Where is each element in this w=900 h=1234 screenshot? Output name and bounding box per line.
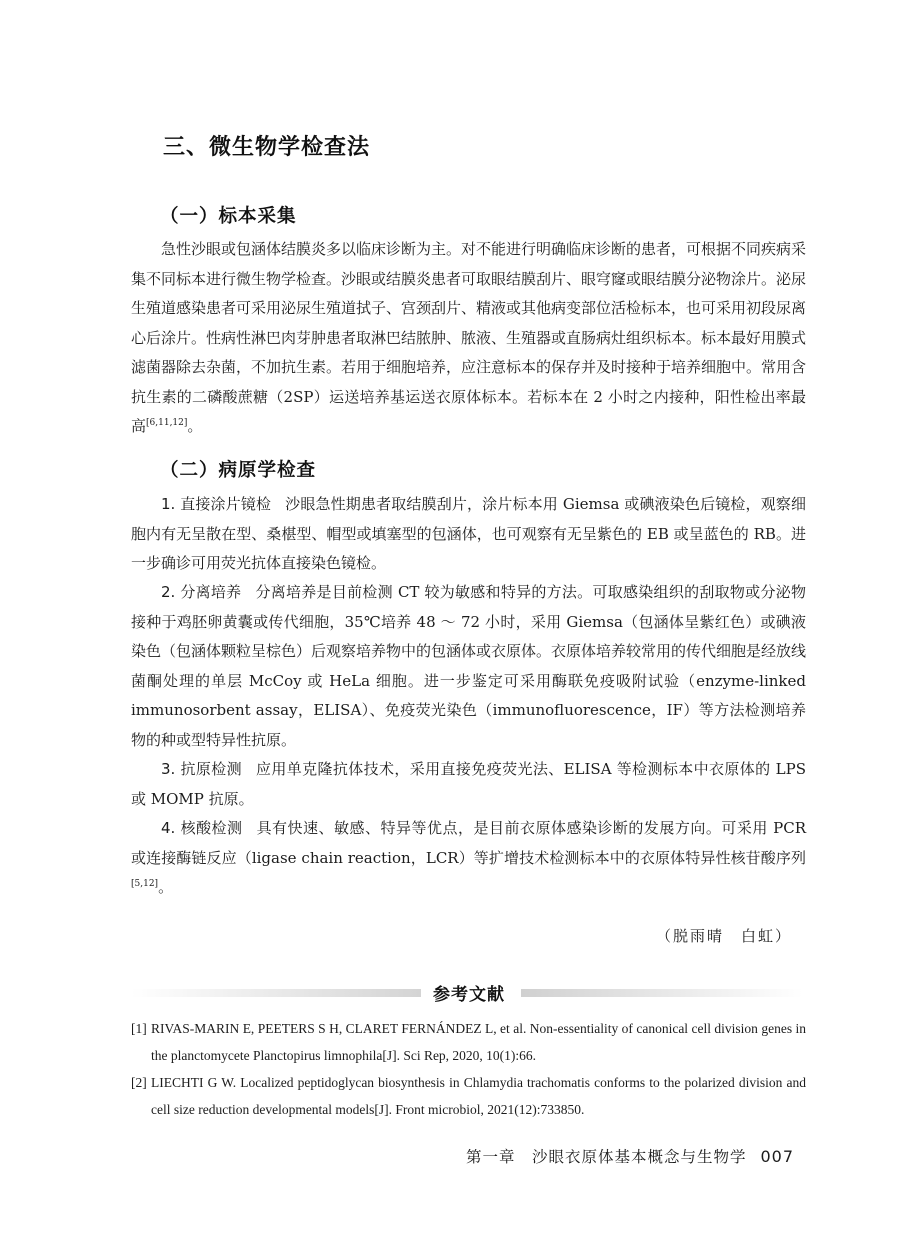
paragraph-nucleic-acid: [131, 814, 806, 903]
paragraph-lead: 1. 直接涂片镜检: [161, 495, 272, 513]
reference-text: LIECHTI G W. Localized peptidoglycan biosynthesis in Chlamydia trachomatis conforms to the polarized division and cell size reduction developmental models[J]. Front microbiol, 2021(12):733850.: [151, 1075, 806, 1117]
page-footer: [466, 1145, 794, 1167]
divider-right: [521, 989, 803, 997]
author-credit: （脱雨晴 白虹）: [655, 927, 792, 945]
reference-item: [131, 1069, 806, 1123]
divider-left: [131, 989, 421, 997]
reference-number: [1]: [131, 1021, 147, 1036]
paragraph-antigen-detection: [131, 755, 806, 814]
section-title: 三、微生物学检查法: [163, 135, 371, 160]
citation: [5,12]: [131, 879, 159, 889]
paragraph-text: 沙眼急性期患者取结膜刮片，涂片标本用 Giemsa 或碘液染色后镜检，观察细胞内有无呈散在型、桑椹型、帽型或填塞型的包涵体，也可观察有无呈紫色的 EB 或呈蓝色的 RB。进一步确诊可用荧光抗体直接染色镜检。: [131, 495, 806, 572]
subsection-title-specimen: （一）标本采集: [160, 206, 297, 227]
paragraph-lead: 3. 抗原检测: [161, 760, 242, 778]
references-list: [131, 1015, 806, 1123]
references-title: 参考文献: [433, 985, 505, 1005]
citation: [6,11,12]: [146, 418, 188, 428]
paragraph-text: 分离培养是目前检测 CT 较为敏感和特异的方法。可取感染组织的刮取物或分泌物接种于鸡胚卵黄囊或传代细胞，35℃培养 48 ～ 72 小时，采用 Giemsa（包涵体呈紫红色）或碘液染色（包涵体颗粒呈棕色）后观察培养物中的包涵体或衣原体。衣原体培养较常用的传代细胞是经放线菌酮处理的单层 McCoy 或 HeLa 细胞。进一步鉴定可采用酶联免疫吸附试验（enzyme-linked immunosorbent assay，ELISA）、免疫荧光染色（immunofluorescence，IF）等方法检测培养物的种或型特异性抗原。: [131, 583, 807, 749]
paragraph-text: 急性沙眼或包涵体结膜炎多以临床诊断为主。对不能进行明确临床诊断的患者，可根据不同疾病采集不同标本进行微生物学检查。沙眼或结膜炎患者可取眼结膜刮片、眼穹窿或眼结膜分泌物涂片。泌尿生殖道感染患者可采用泌尿生殖道拭子、宫颈刮片、精液或其他病变部位活检标本，也可采用初段尿离心后涂片。性病性淋巴肉芽肿患者取淋巴结脓肿、脓液、生殖器或直肠病灶组织标本。标本最好用膜式滤菌器除去杂菌，不加抗生素。若用于细胞培养，应注意标本的保存并及时接种于培养细胞中。常用含抗生素的二磷酸蔗糖（2SP）运送培养基运送衣原体标本。若标本在 2 小时之内接种，阳性检出率最高: [131, 240, 807, 435]
subsection-title-etiology: （二）病原学检查: [160, 460, 317, 481]
paragraph-specimen-collection: [131, 235, 806, 442]
paragraph-direct-smear: [131, 490, 806, 579]
reference-text: RIVAS-MARIN E, PEETERS S H, CLARET FERNÁNDEZ L, et al. Non-essentiality of canonical cell division genes in the planctomycete Planctopirus limnophila[J]. Sci Rep, 2020, 10(1):66.: [151, 1021, 806, 1063]
paragraph-isolation-culture: [131, 578, 806, 755]
references-header: [131, 980, 803, 1004]
paragraph-text: 具有快速、敏感、特异等优点，是目前衣原体感染诊断的发展方向。可采用 PCR 或连接酶链反应（ligase chain reaction，LCR）等扩增技术检测标本中的衣原体特异性核苷酸序列: [131, 819, 806, 867]
paragraph-end: 。: [158, 878, 174, 896]
reference-number: [2]: [131, 1075, 147, 1090]
page-number: 007: [760, 1147, 794, 1166]
paragraph-text: 应用单克隆抗体技术，采用直接免疫荧光法、ELISA 等检测标本中衣原体的 LPS 或 MOMP 抗原。: [131, 760, 806, 808]
paragraph-end: 。: [187, 417, 203, 435]
reference-item: [131, 1015, 806, 1069]
paragraph-lead: 2. 分离培养: [161, 583, 242, 601]
chapter-title: 第一章 沙眼衣原体基本概念与生物学: [465, 1148, 747, 1166]
paragraph-lead: 4. 核酸检测: [161, 819, 243, 837]
